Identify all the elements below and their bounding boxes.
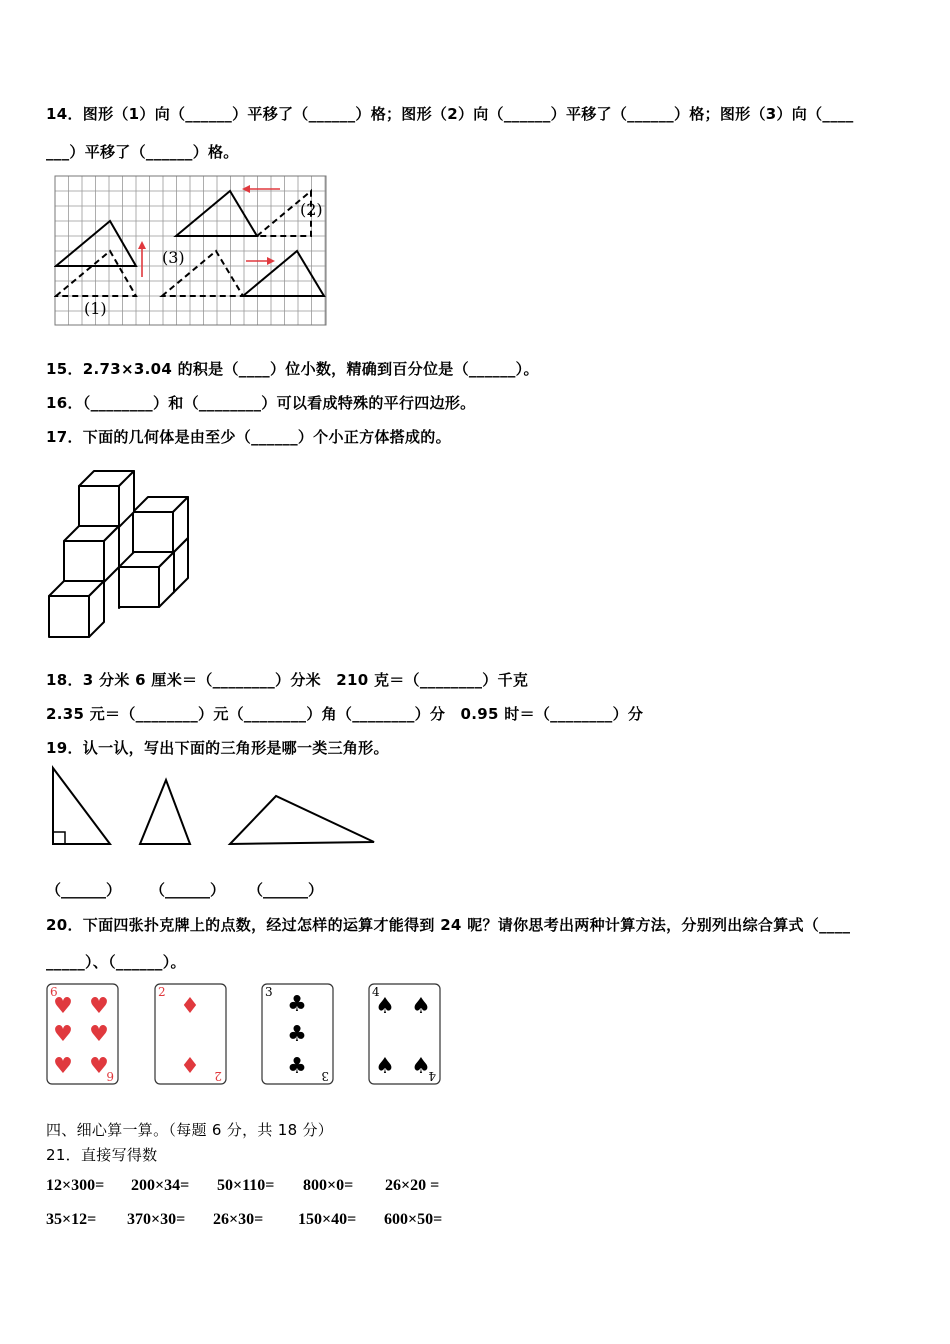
q20-line1: 20．下面四张扑克牌上的点数，经过怎样的运算才能得到 24 呢？请你思考出两种计算方法，分别列出综合算式（____ <box>46 916 851 934</box>
card-rank-inverted: 3 <box>321 1069 329 1083</box>
calc-r2-c5: 600×50= <box>384 1211 443 1228</box>
section-4-heading: 四、细心算一算。（每题 6 分，共 18 分） <box>46 1121 334 1139</box>
card-rank: 2 <box>158 985 166 999</box>
triangles-figure <box>48 764 378 853</box>
calc-r1-c5: 26×20 = <box>385 1177 440 1194</box>
card-pip: ♠ <box>375 994 395 1019</box>
card-pip: ♠ <box>411 994 431 1019</box>
card-pip: ♥ <box>53 1054 73 1079</box>
card-pip: ♦ <box>180 994 200 1019</box>
blank-2[interactable]: （______） <box>150 881 226 899</box>
card-rank: 6 <box>50 985 58 999</box>
card-pip: ♠ <box>375 1054 395 1079</box>
playing-cards <box>46 983 446 1091</box>
calc-r1-c2: 200×34= <box>131 1177 190 1194</box>
blank-3[interactable]: （______） <box>248 881 324 899</box>
card-rank: 4 <box>372 985 380 999</box>
q19-blanks <box>46 879 323 900</box>
playing-card-2 <box>155 984 226 1084</box>
card-pip: ♥ <box>53 1022 73 1047</box>
card-pip: ♥ <box>89 1022 109 1047</box>
card-pip: ♦ <box>180 1054 200 1079</box>
q19-text: 19．认一认，写出下面的三角形是哪一类三角形。 <box>46 739 389 757</box>
calc-r1-c3: 50×110= <box>217 1177 275 1194</box>
calc-r2-c3: 26×30= <box>213 1211 264 1228</box>
left-arrow <box>242 185 250 193</box>
calc-r2-c4: 150×40= <box>298 1211 357 1228</box>
q18-line1: 18．3 分米 6 厘米＝（________）分米 210 克＝（________）千克 <box>46 671 529 689</box>
card-rank: 3 <box>265 985 273 999</box>
q15-text: 15．2.73×3.04 的积是（____）位小数，精确到百分位是（______）。 <box>46 360 539 378</box>
right-angle-mark <box>53 832 65 844</box>
playing-card-4 <box>369 984 440 1084</box>
calc-r1-c4: 800×0= <box>303 1177 354 1194</box>
card-rank-inverted: 4 <box>428 1069 436 1083</box>
translation-grid-figure <box>54 175 329 331</box>
q17-text: 17．下面的几何体是由至少（______）个小正方体搭成的。 <box>46 428 451 446</box>
acute-triangle <box>140 780 190 844</box>
card-pip: ♥ <box>89 1054 109 1079</box>
triangle-1-solid <box>56 221 136 266</box>
card-pip: ♠ <box>411 1054 431 1079</box>
card-pip: ♣ <box>287 992 307 1017</box>
calc-r2-c1: 35×12= <box>46 1211 97 1228</box>
card-rank-inverted: 2 <box>214 1069 222 1083</box>
playing-card-3 <box>262 984 333 1084</box>
triangle-1-dashed <box>56 251 136 296</box>
label-3: (3) <box>162 248 185 267</box>
q20-line2: _____）、（______）。 <box>46 953 186 971</box>
card-rank-inverted: 6 <box>106 1069 114 1083</box>
card-pip: ♣ <box>287 1054 307 1079</box>
triangle-2-solid <box>176 191 257 236</box>
card-pip: ♣ <box>287 1022 307 1047</box>
q14-line1: 14．图形（1）向（______）平移了（______）格；图形（2）向（______）平移了（______）格；图形（3）向（____ <box>46 105 854 123</box>
card-pip: ♥ <box>89 994 109 1019</box>
blank-1[interactable]: （______） <box>46 881 122 899</box>
q14-line2: ___）平移了（______）格。 <box>46 143 239 161</box>
playing-card-6 <box>47 984 118 1084</box>
q21-title: 21．直接写得数 <box>46 1146 158 1164</box>
q18-line2: 2.35 元＝（________）元（________）角（________）分 0.95 时＝（________）分 <box>46 705 644 723</box>
label-2: (2) <box>300 200 323 219</box>
obtuse-triangle <box>230 796 374 844</box>
calc-r1-c1: 12×300= <box>46 1177 105 1194</box>
q16-text: 16．（________）和（________）可以看成特殊的平行四边形。 <box>46 394 476 412</box>
card-pip: ♥ <box>53 994 73 1019</box>
up-arrow <box>138 241 146 249</box>
calc-r2-c2: 370×30= <box>127 1211 186 1228</box>
label-1: (1) <box>84 299 107 318</box>
cube-stack-figure <box>48 468 193 644</box>
